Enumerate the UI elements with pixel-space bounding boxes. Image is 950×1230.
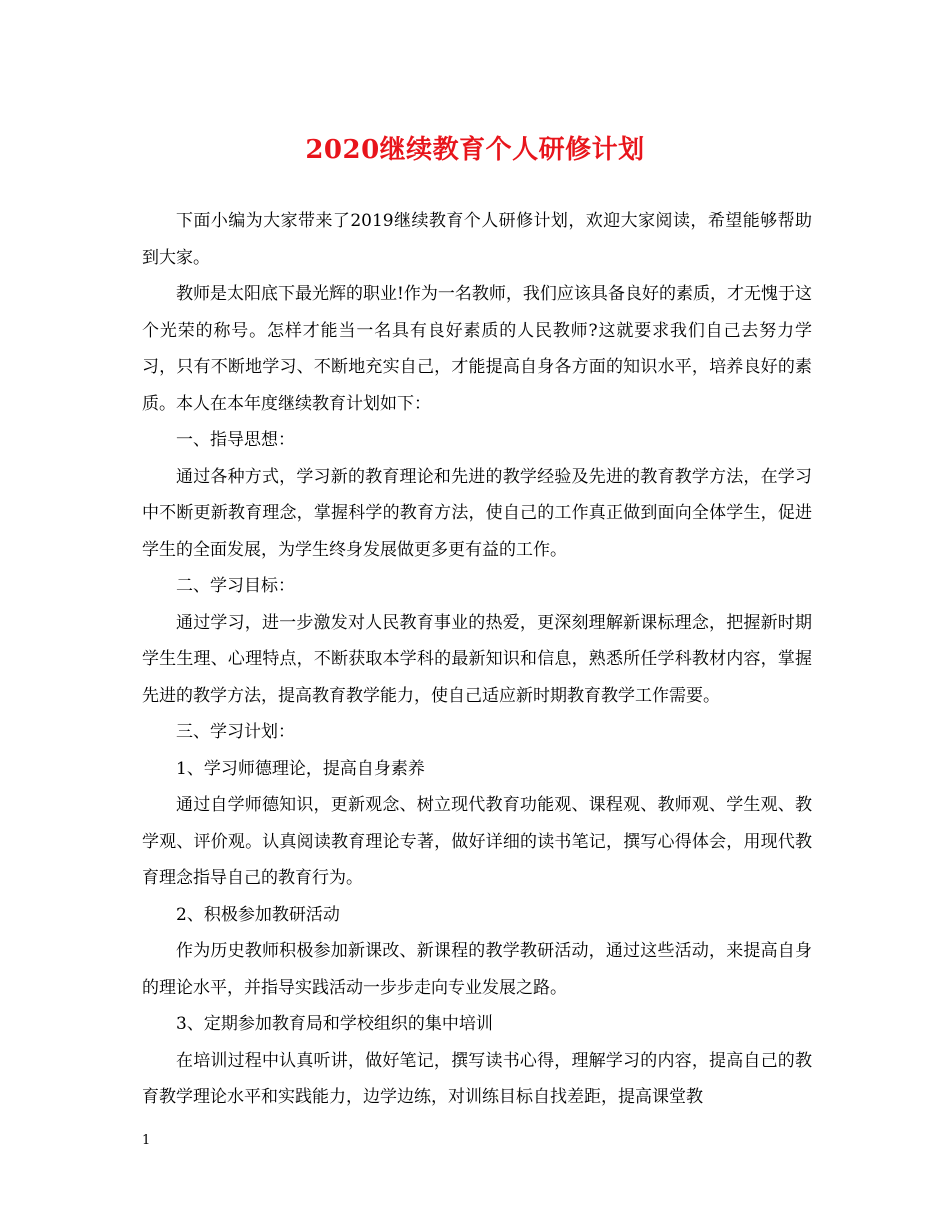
paragraph: 通过各种方式，学习新的教育理论和先进的教学经验及先进的教育教学方法，在学习中不断更新教育理念，掌握科学的教育方法，使自己的工作真正做到面向全体学生，促进学生的全面发展，为学生终身发展做更多更有益的工作。 <box>142 466 812 560</box>
paragraph: 通过学习，进一步激发对人民教育事业的热爱，更深刻理解新课标理念，把握新时期学生生理、心理特点，不断获取本学科的最新知识和信息，熟悉所任学科教材内容，掌握先进的教学方法，提高教育教学能力，使自己适应新时期教育教学工作需要。 <box>142 612 812 706</box>
section-heading: 三、学习计划： <box>176 722 295 742</box>
section-heading: 一、指导思想： <box>176 430 295 450</box>
document-title: 2020继续教育个人研修计划 <box>305 135 645 165</box>
section-heading: 二、学习目标： <box>176 576 295 596</box>
page-number: 1 <box>142 1133 151 1148</box>
subsection-heading: 1、学习师德理论，提高自身素养 <box>176 758 425 779</box>
paragraph: 在培训过程中认真听讲，做好笔记，撰写读书心得，理解学习的内容，提高自己的教育教学理论水平和实践能力，边学边练，对训练目标自找差距，提高课堂教 <box>142 1050 812 1107</box>
paragraph: 作为历史教师积极参加新课改、新课程的教学教研活动，通过这些活动，来提高自身的理论水平，并指导实践活动一步步走向专业发展之路。 <box>142 941 812 998</box>
paragraph: 通过自学师德知识，更新观念、树立现代教育功能观、课程观、教师观、学生观、教学观、评价观。认真阅读教育理论专著，做好详细的读书笔记，撰写心得体会，用现代教育理念指导自己的教育行为。 <box>142 795 812 888</box>
subsection-heading: 2、积极参加教研活动 <box>176 904 340 925</box>
subsection-heading: 3、定期参加教育局和学校组织的集中培训 <box>176 1014 493 1034</box>
paragraph: 下面小编为大家带来了2019继续教育个人研修计划，欢迎大家阅读，希望能够帮助到大家。 <box>142 211 812 268</box>
document-body <box>142 203 812 1116</box>
paragraph: 教师是太阳底下最光辉的职业!作为一名教师，我们应该具备良好的素质，才无愧于这个光荣的称号。怎样才能当一名具有良好素质的人民教师?这就要求我们自己去努力学习，只有不断地学习、不断地充实自己，才能提高自身各方面的知识水平，培养良好的素质。本人在本年度继续教育计划如下： <box>142 284 812 414</box>
